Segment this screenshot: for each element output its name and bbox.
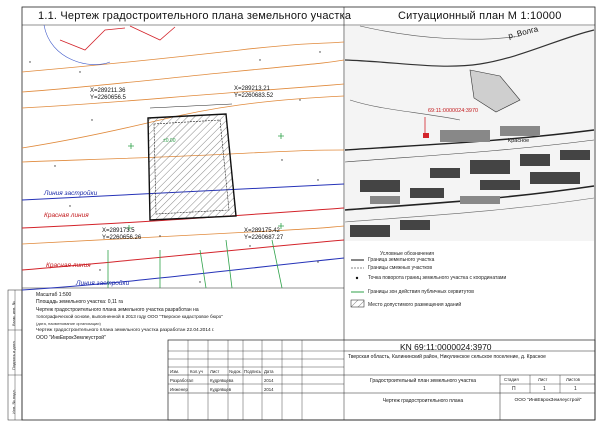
scale-note: Масштаб 1:500 [36, 292, 72, 298]
drawing-title: 1.1. Чертеж градостроительного плана земельного участка [38, 10, 352, 22]
engineer-name: Кудрявцев [210, 387, 232, 392]
land-plot [148, 104, 236, 220]
stage-value: П [512, 386, 516, 392]
col-date: Дата [264, 369, 274, 374]
sheet-value: 1 [543, 386, 546, 392]
coord-nw: X=289211.36 Y=2260656.5 [90, 88, 126, 101]
build-line-label-1: Линия застройки [44, 190, 98, 197]
document-name: Градостроительный план земельного участка [369, 378, 477, 384]
legend-item-4: Границы зон действия публичных сервитутов [368, 289, 474, 295]
note-line-2: топографической основе, выполненной в 2013 году ООО "Тверское кадастровое бюро" [36, 314, 223, 319]
col-count: Кол.уч [190, 369, 203, 374]
area-note: Площадь земельного участка: 0,11 га [36, 299, 123, 305]
legend-item-5: Место допустимого размещения зданий [368, 302, 462, 308]
engineer-label: Инженер [170, 387, 188, 392]
red-line-label-2: Красная линия [46, 262, 91, 269]
engineer-date: 2014 [264, 387, 274, 392]
note-line-5: ООО "ИнвЕврокЗемлеустрой" [36, 335, 106, 341]
build-line-label-2: Линия застройки [76, 280, 130, 287]
kn-number: KN 69:11:0000024:3970 [400, 342, 492, 352]
organization: ООО "ИнвЕврокЗемлеустрой" [514, 398, 582, 403]
cadastral-label: 69:11:0000024:3970 [428, 108, 479, 114]
developed-by-label: Разработал [170, 378, 194, 383]
col-change: Изм. [170, 369, 180, 374]
situation-title: Ситуационный план М 1:10000 [398, 10, 562, 22]
sheets-header: Листов [566, 377, 580, 382]
legend-item-3: Точка поворота границ земельного участка с координатами [368, 275, 507, 281]
sheet-header: Лист [538, 377, 548, 382]
coord-se: X=289175.42 Y=2260687.27 [244, 228, 284, 241]
sheet-label: Чертеж градостроительного плана [382, 398, 464, 404]
note-line-3: (дата, наименование организации) [36, 321, 101, 326]
col-sheet: Лист [210, 369, 220, 374]
side-signature-date: Подпись и дата [11, 341, 16, 370]
sheets-value: 1 [574, 386, 577, 392]
legend-header: Условные обозначения [380, 251, 435, 257]
note-line-4: Чертеж градостроительного плана земельного участка разработан 22.04.2014 г. [36, 328, 215, 333]
red-line-label-1: Красная линия [44, 212, 89, 219]
object-address: Тверская область, Калининский район, Никулинское сельское поселение, д. Красное [348, 354, 546, 360]
legend-item-2: Границы смежных участков [368, 265, 432, 271]
stage-header: Стадия [504, 377, 519, 382]
svg-text:±0.00: ±0.00 [163, 138, 176, 144]
note-line-1: Чертеж градостроительного плана земельного участка разработан на [36, 307, 199, 313]
place-label: Красное [508, 138, 530, 144]
coord-ne: X=289213.21 Y=2260683.52 [234, 86, 274, 99]
developed-by-date: 2014 [264, 378, 274, 383]
situation-map [345, 26, 594, 241]
river-label: р. Волга [507, 24, 540, 41]
col-signature: Подпись [244, 369, 262, 374]
coord-sw: X=289173.5 Y=2260656.26 [102, 228, 142, 241]
col-doc: №док. [229, 369, 242, 374]
side-replace-inv: Взам. инв. № [11, 301, 16, 326]
legend-symbols [351, 260, 364, 307]
side-inv-number: Инв. № подл. [11, 389, 16, 414]
developed-by-name: Кудрявцева [210, 378, 234, 383]
legend-item-1: Граница земельного участка [368, 257, 435, 263]
